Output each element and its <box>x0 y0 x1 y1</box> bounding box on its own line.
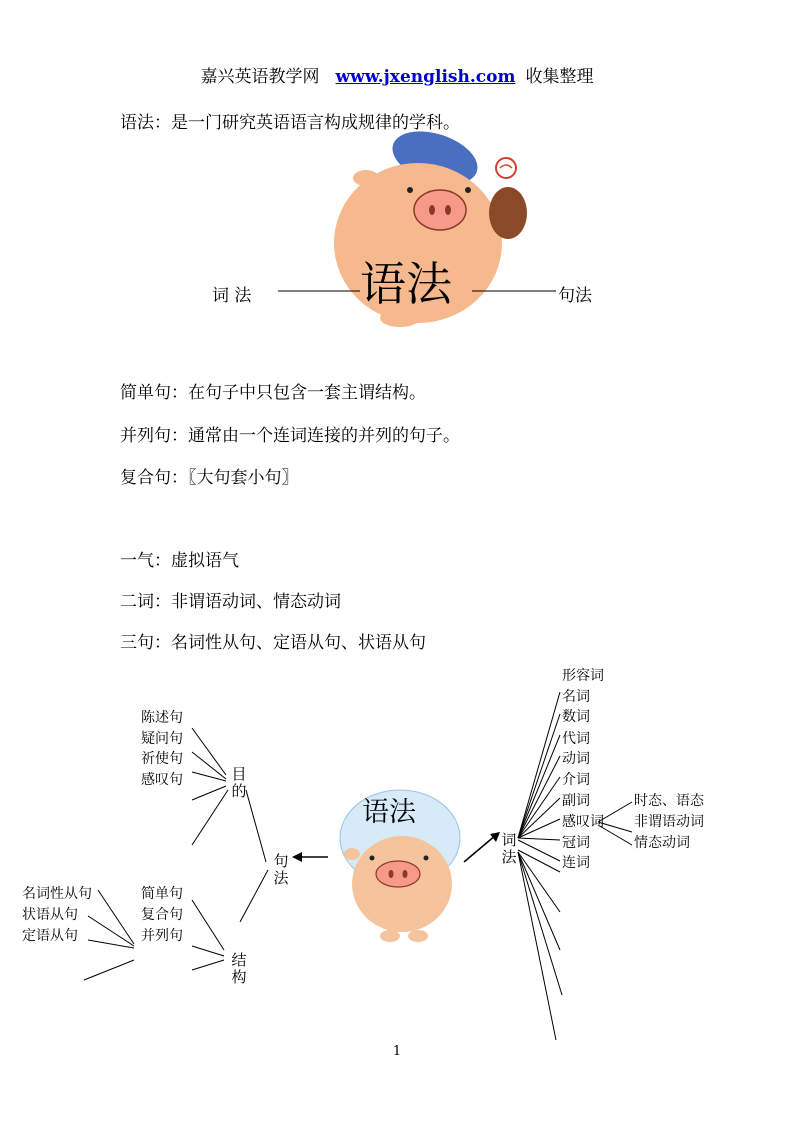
word-class-item: 连词 <box>562 855 590 871</box>
purpose-label: 目的 <box>231 765 247 800</box>
site-url-link[interactable]: www.jxenglish.com <box>335 67 516 87</box>
verb-item: 情态动词 <box>634 835 690 851</box>
word-class-item: 感叹词 <box>562 814 604 830</box>
top-diagram-center: 语法 <box>360 257 452 311</box>
word-class-item: 介词 <box>562 772 590 788</box>
summary-verbs: 二词：非谓语动词、情态动词 <box>120 592 341 612</box>
word-class-item: 名词 <box>562 689 590 705</box>
word-class-item: 代词 <box>562 731 590 747</box>
clause-item: 定语从句 <box>22 928 78 944</box>
verb-item: 非谓语动词 <box>634 814 704 830</box>
top-diagram-left: 词 法 <box>212 286 252 306</box>
page-number: 1 <box>392 1044 402 1059</box>
word-class-item: 冠词 <box>562 835 590 851</box>
mindmap-center: 语法 <box>362 797 416 828</box>
purpose-item: 疑问句 <box>141 731 183 747</box>
clause-item: 名词性从句 <box>22 886 92 902</box>
structure-label: 结构 <box>231 951 247 986</box>
structure-item: 简单句 <box>141 886 183 902</box>
purpose-item: 祈使句 <box>141 751 183 767</box>
summary-mood: 一气：虚拟语气 <box>120 551 239 571</box>
morphology-label: 词法 <box>501 831 517 866</box>
definition-complex-sentence: 复合句：〖大句套小句〗 <box>120 468 299 488</box>
site-name: 嘉兴英语教学网 <box>200 67 320 87</box>
purpose-item: 感叹句 <box>141 772 183 788</box>
verb-item: 时态、语态 <box>634 793 704 809</box>
definition-compound-sentence: 并列句：通常由一个连词连接的并列的句子。 <box>120 426 460 446</box>
top-diagram-right: 句法 <box>558 286 592 306</box>
purpose-item: 陈述句 <box>141 710 183 726</box>
definition-simple-sentence: 简单句：在句子中只包含一套主谓结构。 <box>120 383 426 403</box>
word-class-item: 动词 <box>562 751 590 767</box>
header-suffix: 收集整理 <box>525 67 594 87</box>
structure-item: 复合句 <box>141 907 183 923</box>
word-class-item: 副词 <box>562 793 590 809</box>
summary-clauses: 三句：名词性从句、定语从句、状语从句 <box>120 633 426 653</box>
word-class-item: 形容词 <box>562 668 604 684</box>
word-class-item: 数词 <box>562 709 590 725</box>
syntax-label: 句法 <box>273 852 289 887</box>
structure-item: 并列句 <box>141 928 183 944</box>
clause-item: 状语从句 <box>22 907 78 923</box>
intro-text: 语法：是一门研究英语语言构成规律的学科。 <box>120 113 460 133</box>
